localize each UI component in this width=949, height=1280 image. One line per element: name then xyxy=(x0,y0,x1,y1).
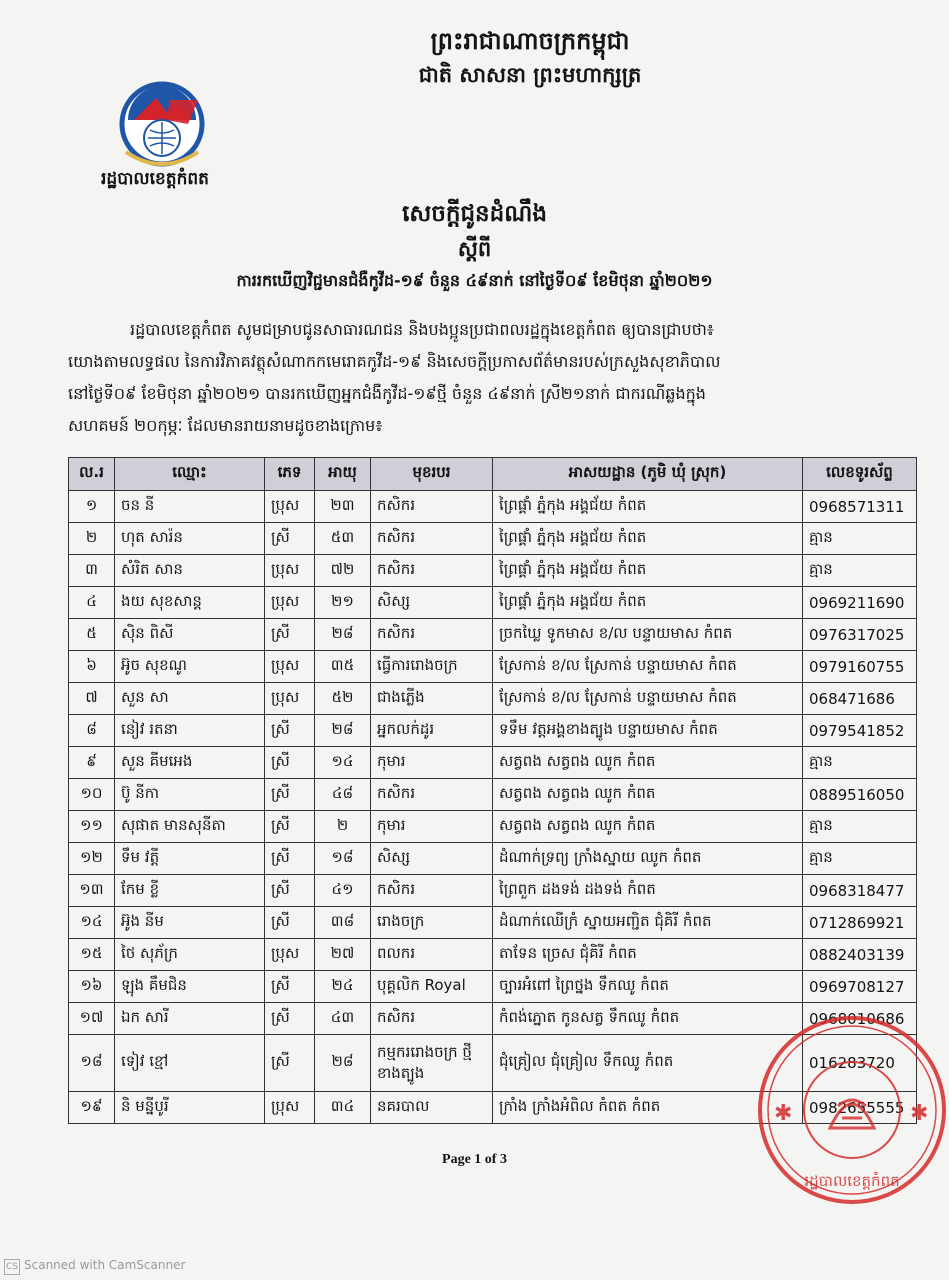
cell-phone: 0982655555 xyxy=(803,1092,917,1124)
cell-no: ១៤ xyxy=(69,907,115,939)
cell-phone: 016283720 xyxy=(803,1035,917,1092)
cell-occupation: កុមារ xyxy=(371,747,493,779)
cell-occupation: កុមារ xyxy=(371,811,493,843)
cell-no: ១៨ xyxy=(69,1035,115,1092)
cell-age: ៣៨ xyxy=(315,907,371,939)
cell-sex: ស្រី xyxy=(265,715,315,747)
cell-no: ៩ xyxy=(69,747,115,779)
cell-occupation: រោងចក្រ xyxy=(371,907,493,939)
cell-name: ឡុង គឹមជិន xyxy=(115,971,265,1003)
kingdom-heading: ព្រះរាជាណាចក្រកម្ពុជា xyxy=(430,27,630,55)
cell-occupation: សិស្ស xyxy=(371,587,493,619)
cell-sex: ស្រី xyxy=(265,747,315,779)
cell-occupation: ជាងភ្លើង xyxy=(371,683,493,715)
cell-name: ឯក សារី xyxy=(115,1003,265,1035)
cell-phone: គ្មាន xyxy=(803,555,917,587)
cell-no: ៤ xyxy=(69,587,115,619)
cell-age: ៣៤ xyxy=(315,1092,371,1124)
column-header-sex: ភេទ xyxy=(265,458,315,491)
camscanner-logo-icon: CS xyxy=(4,1259,20,1275)
page-number: Page 1 of 3 xyxy=(442,1152,507,1167)
cell-address: ស្រែកាន់ ខ/ល ស្រែកាន់ បន្ទាយមាស កំពត xyxy=(493,683,803,715)
table-row xyxy=(69,971,917,1003)
cell-no: ១១ xyxy=(69,811,115,843)
cell-phone: គ្មាន xyxy=(803,747,917,779)
table-row xyxy=(69,683,917,715)
cell-name: សុផាត មានសុនីតា xyxy=(115,811,265,843)
cell-occupation: ពលករ xyxy=(371,939,493,971)
camscanner-text: Scanned with CamScanner xyxy=(24,1258,186,1272)
cell-name: អ៊ូច សុខណូ xyxy=(115,651,265,683)
cell-age: ៧២ xyxy=(315,555,371,587)
cell-name: កែម ខ្លី xyxy=(115,875,265,907)
cell-occupation: អ្នកលក់ដូរ xyxy=(371,715,493,747)
cell-phone: 0976317025 xyxy=(803,619,917,651)
table-row xyxy=(69,587,917,619)
table-row xyxy=(69,555,917,587)
cell-occupation: សិស្ស xyxy=(371,843,493,875)
cell-phone: 0968571311 xyxy=(803,491,917,523)
cell-no: ១២ xyxy=(69,843,115,875)
cell-age: ៤៨ xyxy=(315,779,371,811)
cell-no: ២ xyxy=(69,523,115,555)
cell-no: ១ xyxy=(69,491,115,523)
cell-sex: ប្រុស xyxy=(265,491,315,523)
cell-address: ដំណាក់ឈើក្រំ ស្នាយអញ្ជិត ជុំគិរី កំពត xyxy=(493,907,803,939)
cell-age: ២៨ xyxy=(315,619,371,651)
cell-address: ច្រកឃ្លៃ ទូកមាស ខ/ល បន្ទាយមាស កំពត xyxy=(493,619,803,651)
svg-text:✱: ✱ xyxy=(910,1101,929,1126)
cell-address: ទទឹម វត្តអង្គខាងត្បូង បន្ទាយមាស កំពត xyxy=(493,715,803,747)
cell-name: ចន នី xyxy=(115,491,265,523)
table-row xyxy=(69,907,917,939)
intro-paragraph xyxy=(68,314,918,442)
intro-line: សហគមន៍ ២០កុម្ភៈ ដែលមានរាយនាមដូចខាងក្រោម៖ xyxy=(68,416,383,435)
cell-age: ២៤ xyxy=(315,971,371,1003)
cell-age: ២១ xyxy=(315,587,371,619)
cell-occupation: កសិករ xyxy=(371,491,493,523)
cell-name: សួន គីមអេង xyxy=(115,747,265,779)
cell-name: ស៊ិន ពិសី xyxy=(115,619,265,651)
notice-subject: ការរកឃើញវិជ្ជមានជំងឺកូវីដ-១៩ ចំនួន ៤៩នាក់ នៅថ្ងៃទី០៩ ខែមិថុនា ឆ្នាំ២០២១ xyxy=(236,271,713,290)
stamp-text: រដ្ឋបាលខេត្តកំពត xyxy=(804,1172,900,1190)
cell-name: ទឹម វត្តី xyxy=(115,843,265,875)
cell-occupation: កសិករ xyxy=(371,779,493,811)
table-row xyxy=(69,491,917,523)
cell-no: ៧ xyxy=(69,683,115,715)
cell-sex: ស្រី xyxy=(265,971,315,1003)
cell-address: ក្រាំង ក្រាំងអំពិល កំពត កំពត xyxy=(493,1092,803,1124)
cell-address: សត្វពង សត្វពង ឈូក កំពត xyxy=(493,779,803,811)
cell-name: ងយ សុខសាន្ត xyxy=(115,587,265,619)
column-header-age: អាយុ xyxy=(315,458,371,491)
cell-address: ព្រៃពួក ដងទង់ ដងទង់ កំពត xyxy=(493,875,803,907)
cell-phone: 0969211690 xyxy=(803,587,917,619)
cell-name: សួន សា xyxy=(115,683,265,715)
cell-sex: ស្រី xyxy=(265,619,315,651)
cell-no: ១៧ xyxy=(69,1003,115,1035)
cell-phone: គ្មាន xyxy=(803,811,917,843)
cell-occupation: កសិករ xyxy=(371,875,493,907)
cell-no: ១៦ xyxy=(69,971,115,1003)
table-row xyxy=(69,651,917,683)
cell-age: ៤១ xyxy=(315,875,371,907)
cell-age: ២៨ xyxy=(315,715,371,747)
cell-address: ព្រៃផ្គាំ ភ្នំកុង អង្គជ័យ កំពត xyxy=(493,523,803,555)
cell-phone: 068471686 xyxy=(803,683,917,715)
intro-line: យោងតាមលទ្ធផល នៃការវិភាគវត្ថុសំណាកកមេរោគកូវីដ-១៩ និងសេចក្តីប្រកាសព័ត៌មានរបស់ក្រសួងសុខាភិបាល xyxy=(68,352,721,371)
cell-occupation: នគរបាល xyxy=(371,1092,493,1124)
cell-phone: 0712869921 xyxy=(803,907,917,939)
cell-address: ដំណាក់ទ្រព្យ ក្រាំងស្នាយ ឈូក កំពត xyxy=(493,843,803,875)
cell-no: ១៣ xyxy=(69,875,115,907)
column-header-no: ល.រ xyxy=(69,458,115,491)
cell-age: ២ xyxy=(315,811,371,843)
issuing-authority: រដ្ឋបាលខេត្តកំពត xyxy=(101,169,209,189)
cell-address: ព្រៃផ្គាំ ភ្នំកុង អង្គជ័យ កំពត xyxy=(493,491,803,523)
camscanner-watermark xyxy=(4,1258,185,1275)
cell-no: ១៥ xyxy=(69,939,115,971)
cell-name: ប៊ូ នីកា xyxy=(115,779,265,811)
cell-name: អ៊ូង នីម xyxy=(115,907,265,939)
cell-occupation: កសិករ xyxy=(371,523,493,555)
cell-age: ១៨ xyxy=(315,843,371,875)
cell-sex: ប្រុស xyxy=(265,651,315,683)
cell-phone: គ្មាន xyxy=(803,843,917,875)
cell-address: កំពង់ភ្នោត កូនសត្វ ទឹកឈូ កំពត xyxy=(493,1003,803,1035)
cell-address: ព្រៃផ្គាំ ភ្នំកុង អង្គជ័យ កំពត xyxy=(493,555,803,587)
table-header-row xyxy=(69,458,917,491)
cell-sex: ប្រុស xyxy=(265,683,315,715)
table-row xyxy=(69,619,917,651)
cell-sex: ស្រី xyxy=(265,1003,315,1035)
table-row xyxy=(69,523,917,555)
national-motto: ជាតិ សាសនា ព្រះមហាក្សត្រ xyxy=(418,63,642,87)
intro-line: រដ្ឋបាលខេត្តកំពត សូមជម្រាបជូនសាធារណជន និងបងប្អូនប្រជាពលរដ្ឋក្នុងខេត្តកំពត ឲ្យបានជ្រាបថា៖ xyxy=(130,320,714,339)
cell-occupation: ធ្វើការរោងចក្រ xyxy=(371,651,493,683)
cell-sex: ស្រី xyxy=(265,843,315,875)
cell-name: និ មន្នីបូរី xyxy=(115,1092,265,1124)
svg-text:✱: ✱ xyxy=(774,1101,793,1126)
column-header-phone: លេខទូរស័ព្ទ xyxy=(803,458,917,491)
cell-occupation: កសិករ xyxy=(371,555,493,587)
table-row xyxy=(69,779,917,811)
cell-sex: ស្រី xyxy=(265,875,315,907)
cell-phone: 0979541852 xyxy=(803,715,917,747)
cell-age: ៤៣ xyxy=(315,1003,371,1035)
cell-no: ៣ xyxy=(69,555,115,587)
official-seal-stamp xyxy=(752,1010,949,1210)
cell-sex: ប្រុស xyxy=(265,939,315,971)
cell-sex: ប្រុស xyxy=(265,587,315,619)
cell-no: ១០ xyxy=(69,779,115,811)
notice-title: សេចក្តីជូនដំណឹង xyxy=(402,201,547,227)
cell-name: ថៃ សុភ័ក្រ xyxy=(115,939,265,971)
cell-age: ២៣ xyxy=(315,491,371,523)
cell-sex: ស្រី xyxy=(265,523,315,555)
cell-no: ៨ xyxy=(69,715,115,747)
cell-phone: 0968010686 xyxy=(803,1003,917,1035)
cell-phone: 0969708127 xyxy=(803,971,917,1003)
table-row xyxy=(69,811,917,843)
cell-phone: 0889516050 xyxy=(803,779,917,811)
cell-sex: ប្រុស xyxy=(265,1092,315,1124)
column-header-name: ឈ្មោះ xyxy=(115,458,265,491)
table-row xyxy=(69,715,917,747)
cell-phone: គ្មាន xyxy=(803,523,917,555)
notice-about: ស្តីពី xyxy=(457,237,492,261)
cell-address: ជុំគ្រៀល ជុំគ្រៀល ទឹកឈូ កំពត xyxy=(493,1035,803,1092)
cell-age: ១៤ xyxy=(315,747,371,779)
cell-address: ព្រៃផ្គាំ ភ្នំកុង អង្គជ័យ កំពត xyxy=(493,587,803,619)
cell-address: សត្វពង សត្វពង ឈូក កំពត xyxy=(493,811,803,843)
cell-sex: ស្រី xyxy=(265,1035,315,1092)
cell-occupation: កសិករ xyxy=(371,1003,493,1035)
cell-sex: ស្រី xyxy=(265,811,315,843)
cell-address: ស្រែកាន់ ខ/ល ស្រែកាន់ បន្ទាយមាស កំពត xyxy=(493,651,803,683)
cell-no: ៦ xyxy=(69,651,115,683)
cell-address: ច្បារអំពៅ ព្រៃថ្នង ទឹកឈូ កំពត xyxy=(493,971,803,1003)
cell-phone: 0979160755 xyxy=(803,651,917,683)
table-row xyxy=(69,939,917,971)
table-row xyxy=(69,843,917,875)
cell-occupation: បុគ្គលិក Royal xyxy=(371,971,493,1003)
intro-line: នៅថ្ងៃទី០៩ ខែមិថុនា ឆ្នាំ២០២១ បានរកឃើញអ្នកជំងឺកូវីដ-១៩ថ្មី ចំនួន ៤៩នាក់ ស្រី២១នាក់ ជាករណីឆ្លងក្នុង xyxy=(68,384,706,403)
cell-no: ១៩ xyxy=(69,1092,115,1124)
column-header-address: អាសយដ្ឋាន (ភូមិ ឃុំ ស្រុក) xyxy=(493,458,803,491)
cell-age: ៣៥ xyxy=(315,651,371,683)
cell-name: ហុត សារ៉ន xyxy=(115,523,265,555)
table-row xyxy=(69,747,917,779)
cell-sex: ប្រុស xyxy=(265,555,315,587)
cell-name: សំរិត សាន xyxy=(115,555,265,587)
cell-address: តាទែន ច្រេស ជុំគិរី កំពត xyxy=(493,939,803,971)
cell-no: ៥ xyxy=(69,619,115,651)
cell-occupation: កម្មកររោងចក្រ ថ្មី ខាងត្បូង xyxy=(371,1035,493,1092)
table-row xyxy=(69,875,917,907)
cell-age: ២៨ xyxy=(315,1035,371,1092)
column-header-occupation: មុខរបរ xyxy=(371,458,493,491)
cell-age: ២៧ xyxy=(315,939,371,971)
cell-age: ៥២ xyxy=(315,683,371,715)
cell-sex: ស្រី xyxy=(265,779,315,811)
cell-sex: ស្រី xyxy=(265,907,315,939)
kampot-province-logo xyxy=(118,80,206,168)
cell-address: សត្វពង សត្វពង ឈូក កំពត xyxy=(493,747,803,779)
cell-occupation: កសិករ xyxy=(371,619,493,651)
cell-phone: 0968318477 xyxy=(803,875,917,907)
cell-name: ទៀវ ខ្មៅ xyxy=(115,1035,265,1092)
cell-phone: 0882403139 xyxy=(803,939,917,971)
cell-age: ៥៣ xyxy=(315,523,371,555)
cell-name: នៀវ រតនា xyxy=(115,715,265,747)
